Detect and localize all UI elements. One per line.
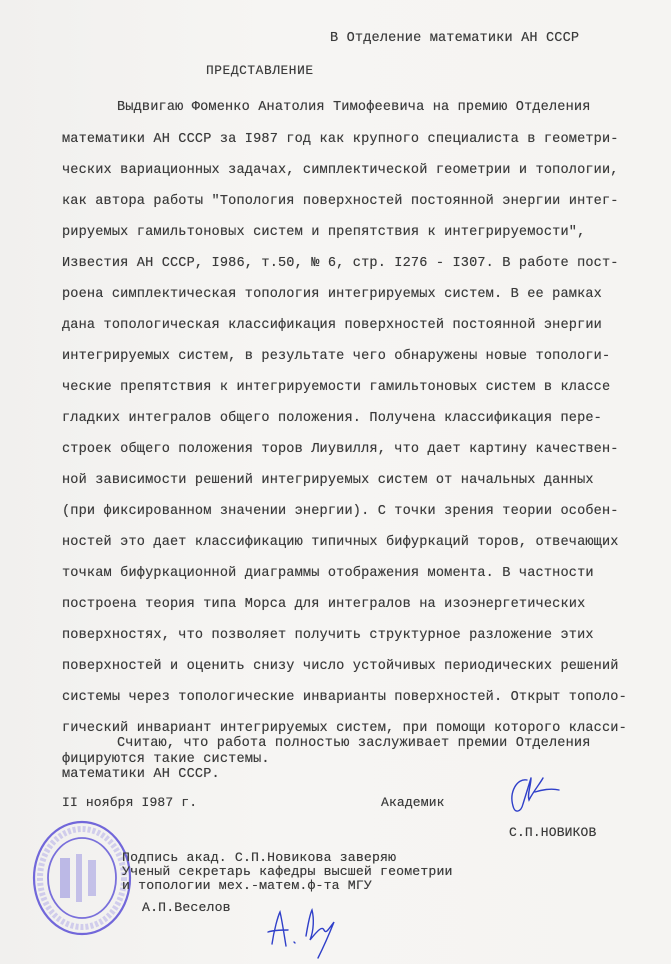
body-line: строек общего положения торов Лиувилля, что дает картину качествен- bbox=[62, 442, 619, 457]
official-stamp bbox=[30, 818, 134, 938]
novikov-signature bbox=[505, 772, 565, 820]
certification-line: Подпись акад. С.П.Новикова заверяю bbox=[122, 850, 397, 865]
closing-line: математики АН СССР. bbox=[62, 767, 220, 782]
body-line: ческих вариационных задачах, симплектической геометрии и топологии, bbox=[62, 163, 619, 178]
body-line: (при фиксированном значении энергии). С точки зрения теории особен- bbox=[62, 504, 619, 519]
addressee: В Отделение математики АН СССР bbox=[330, 31, 580, 46]
closing-line: Считаю, что работа полностью заслуживает премии Отделения bbox=[117, 736, 591, 751]
certification-line: и топологии мех.-матем.ф-та МГУ bbox=[122, 878, 372, 893]
body-line: гладких интегралов общего положения. Получена классификация пере- bbox=[62, 411, 602, 426]
body-line: ной зависимости решений интегрируемых систем от начальных данных bbox=[62, 473, 594, 488]
body-line: фицируются такие системы. bbox=[62, 752, 270, 767]
certification-line: Ученый секретарь кафедры высшей геометрии bbox=[122, 864, 453, 879]
body-line: ностей это дает классификацию типичных бифуркаций торов, отвечающих bbox=[62, 535, 619, 550]
document-title: ПРЕДСТАВЛЕНИЕ bbox=[206, 63, 314, 78]
body-line: поверхностей и оценить снизу число устойчивых периодических решений bbox=[62, 659, 619, 674]
body-line: системы через топологические инварианты поверхностей. Открыт тополо- bbox=[62, 690, 627, 705]
body-line: гический инвариант интегрируемых систем, при помощи которого класси- bbox=[62, 721, 627, 736]
body-line: дана топологическая классификация поверхностей постоянной энергии bbox=[62, 318, 602, 333]
body-line: рируемых гамильтоновых систем и препятствия к интегрируемости", bbox=[62, 225, 586, 240]
body-line: Выдвигаю Фоменко Анатолия Тимофеевича на премию Отделения bbox=[117, 100, 591, 115]
body-line: математики АН СССР за I987 год как крупного специалиста в геометри- bbox=[62, 132, 619, 147]
body-line: роена симплектическая топология интегрируемых систем. В ее рамках bbox=[62, 287, 602, 302]
body-line: Известия АН СССР, I986, т.50, № 6, стр. I276 - I307. В работе пост- bbox=[62, 256, 619, 271]
certifier-name: А.П.Веселов bbox=[142, 900, 231, 915]
signatory-title: Академик bbox=[381, 795, 445, 810]
veselov-signature bbox=[262, 906, 352, 962]
body-line: поверхностях, что позволяет получить структурное разложение этих bbox=[62, 628, 594, 643]
body-line: построена теория типа Морса для интегралов на изоэнергетических bbox=[62, 597, 586, 612]
body-line: точкам бифуркационной диаграммы отображения момента. В частности bbox=[62, 566, 594, 581]
body-line: интегрируемых систем, в результате чего обнаружены новые топологи- bbox=[62, 349, 611, 364]
body-line: ческие препятствия к интегрируемости гамильтоновых систем в классе bbox=[62, 380, 611, 395]
date: II ноября I987 г. bbox=[62, 795, 198, 810]
body-line: как автора работы "Топология поверхностей постоянной энергии интег- bbox=[62, 194, 619, 209]
signatory-name: С.П.НОВИКОВ bbox=[509, 825, 597, 840]
